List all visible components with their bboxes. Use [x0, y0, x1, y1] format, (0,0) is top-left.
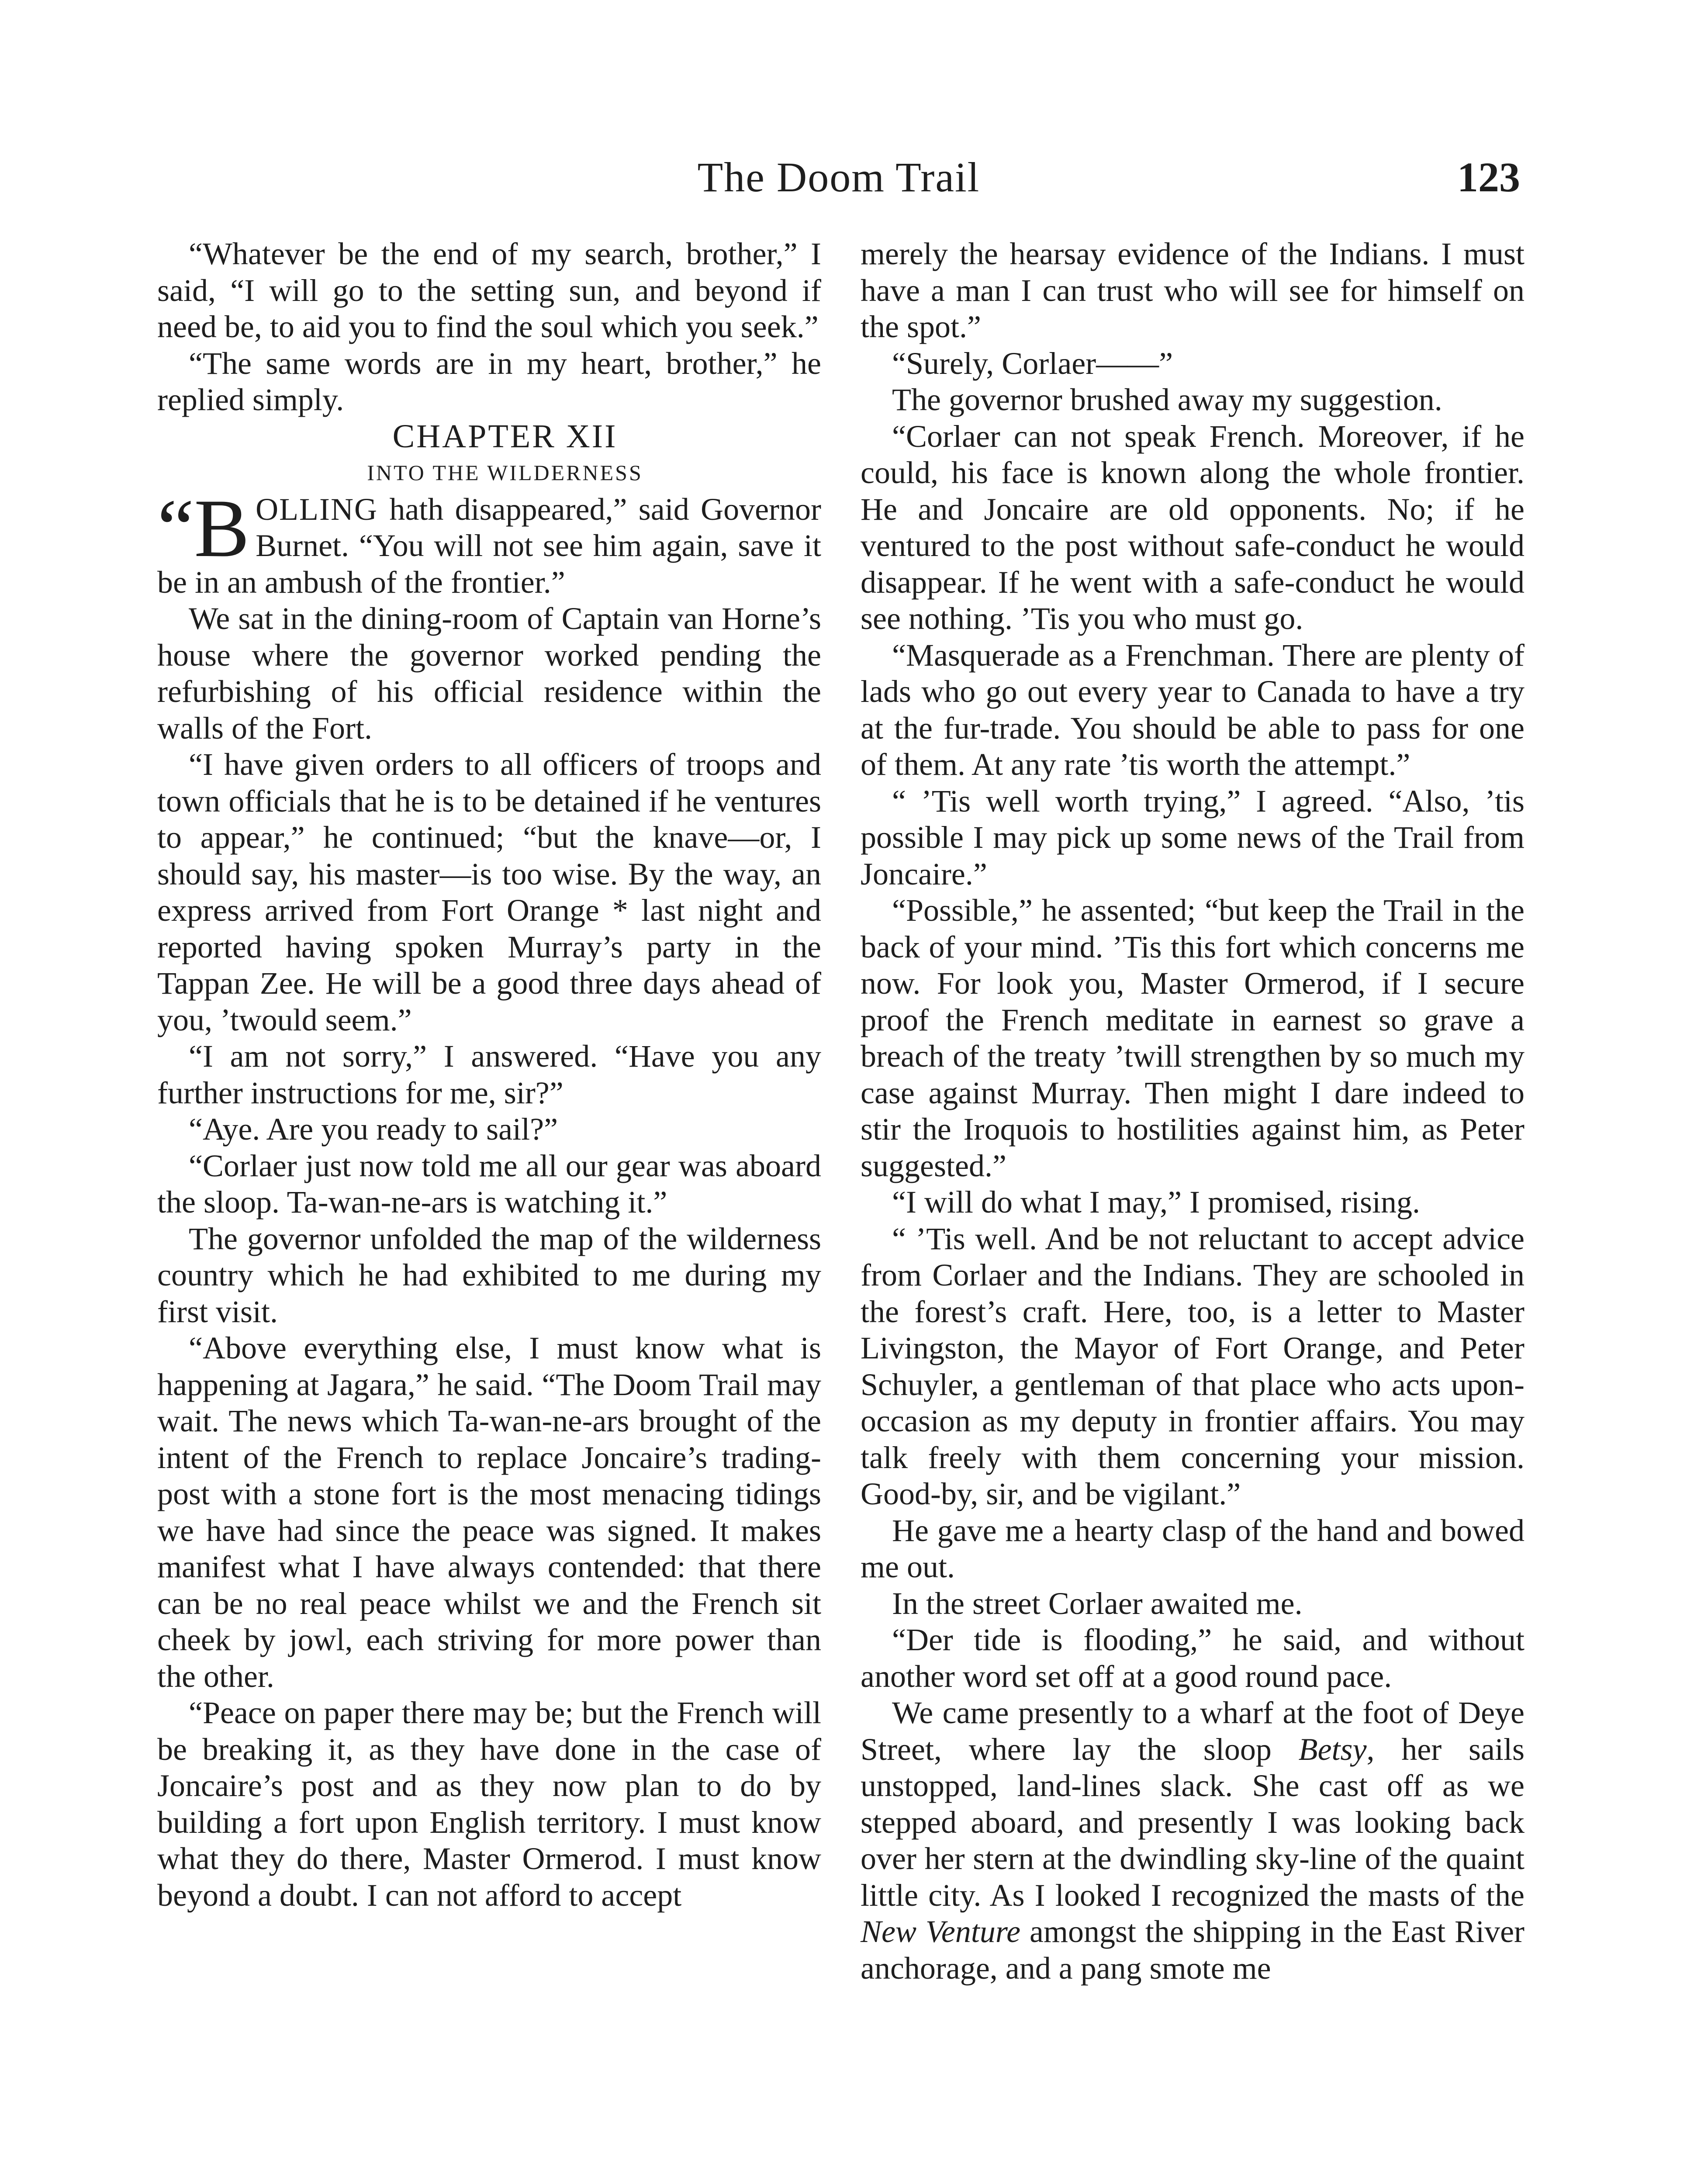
- paragraph: “Corlaer just now told me all our gear was aboard the sloop. Ta-wan-ne-ars is watching it.”: [157, 1148, 821, 1220]
- paragraph: “ ’Tis well worth trying,” I agreed. “Also, ’tis possible I may pick up some news of the Trail from Joncaire.”: [861, 783, 1525, 892]
- paragraph: “Possible,” he assented; “but keep the Trail in the back of your mind. ’Tis this fort which concerns me now. For look you, Master Ormerod, if I secure proof the French meditate in earnest so grave a breach of the treaty ’twill strengthen by so much my case against Murray. Then might I dare indeed to stir the Iroquois to hostilities against him, as Peter suggested.”: [861, 893, 1525, 1183]
- paragraph: “The same words are in my heart, brother,” he replied simply.: [157, 346, 821, 417]
- paragraph: “I am not sorry,” I answered. “Have you any further instructions for me, sir?”: [157, 1039, 821, 1110]
- ship-name-betsy: Betsy: [1298, 1731, 1367, 1767]
- paragraph: “ ’Tis well. And be not reluctant to accept advice from Corlaer and the Indians. They are schooled in the forest’s craft. Here, too, is a letter to Master Livingston, the Mayor of Fort Orange, and Peter Schuyler, a gentleman of that place who acts upon-occasion as my deputy in frontier affairs. You may talk freely with them concerning your mission. Good-by, sir, and be vigilant.”: [861, 1221, 1525, 1511]
- paragraph: merely the hearsay evidence of the Indians. I must have a man I can trust who will see for himself on the spot.”: [861, 236, 1525, 344]
- paragraph: The governor brushed away my suggestion.: [892, 382, 1442, 417]
- drop-cap: “B: [157, 482, 250, 574]
- paragraph: In the street Corlaer awaited me.: [892, 1586, 1303, 1621]
- paragraph: “Masquerade as a Frenchman. There are plenty of lads who go out every year to Canada to have a try at the fur-trade. You should be able to pass for one of them. At any rate ’tis worth the attempt.”: [861, 637, 1525, 782]
- left-column: [157, 236, 821, 1914]
- opening-text: hath disappeared,” said Governor Burnet. “You will not see him again, save it be in an ambush of the frontier.”: [157, 491, 821, 600]
- paragraph: We sat in the dining-room of Captain van Horne’s house where the governor worked pending the refurbishing of his official residence within the walls of the Fort.: [157, 601, 821, 746]
- chapter-heading: CHAPTER XII: [392, 418, 618, 455]
- chapter-subtitle: INTO THE WILDERNESS: [367, 460, 643, 485]
- paragraph: “Surely, Corlaer——”: [892, 346, 1173, 381]
- page-number: 123: [1457, 154, 1520, 200]
- opening-caps: OLLING: [256, 491, 378, 527]
- running-title: The Doom Trail: [697, 154, 980, 200]
- paragraph: He gave me a hearty clasp of the hand and bowed me out.: [861, 1513, 1525, 1584]
- opening-paragraph: [157, 482, 821, 601]
- paragraph: We came presently to a wharf at the foot of Deye Street, where lay the sloop Betsy, her sails unstopped, land-lines slack. She cast off as we stepped aboard, and presently I was looking back over her stern at the dwindling sky-line of the quaint little city. As I looked I recognized the masts of the New Venture amongst the shipping in the East River anchorage, and a pang smote me: [861, 1695, 1525, 1986]
- paragraph: “Aye. Are you ready to sail?”: [189, 1112, 558, 1147]
- paragraph: The governor unfolded the map of the wilderness country which he had exhibited to me during my first visit.: [157, 1221, 821, 1329]
- page-header: [157, 153, 1520, 210]
- right-column: [861, 236, 1525, 1987]
- paragraph: “Peace on paper there may be; but the French will be breaking it, as they have done in the case of Joncaire’s post and as they now plan to do by building a fort upon English territory. I must know what they do there, Master Ormerod. I must know beyond a doubt. I can not afford to accept: [157, 1695, 821, 1913]
- ship-name-new-venture: New Venture: [861, 1914, 1021, 1949]
- paragraph: “Der tide is flooding,” he said, and without another word set off at a good round pace.: [861, 1622, 1525, 1694]
- paragraph: “I have given orders to all officers of troops and town officials that he is to be detained if he ventures to appear,” he continued; “but the knave—or, I should say, his master—is too wise. By the way, an express arrived from Fort Orange * last night and reported having spoken Murray’s party in the Tappan Zee. He will be a good three days ahead of you, ’twould seem.”: [157, 747, 821, 1037]
- paragraph: “I will do what I may,” I promised, rising.: [892, 1185, 1421, 1220]
- paragraph: “Corlaer can not speak French. Moreover, if he could, his face is known along the whole frontier. He and Joncaire are old opponents. No; if he ventured to the post without safe-conduct he would disappear. If he went with a safe-conduct he would see nothing. ’Tis you who must go.: [861, 418, 1525, 636]
- paragraph: “Whatever be the end of my search, brother,” I said, “I will go to the setting sun, and beyond if need be, to aid you to find the soul which you seek.”: [157, 236, 821, 344]
- paragraph: “Above everything else, I must know what is happening at Jagara,” he said. “The Doom Trail may wait. The news which Ta-wan-ne-ars brought of the intent of the French to replace Joncaire’s trading-post with a stone fort is the most menacing tidings we have had since the peace was signed. It makes manifest what I have always contended: that there can be no real peace whilst we and the French sit cheek by jowl, each striving for more power than the other.: [157, 1330, 821, 1694]
